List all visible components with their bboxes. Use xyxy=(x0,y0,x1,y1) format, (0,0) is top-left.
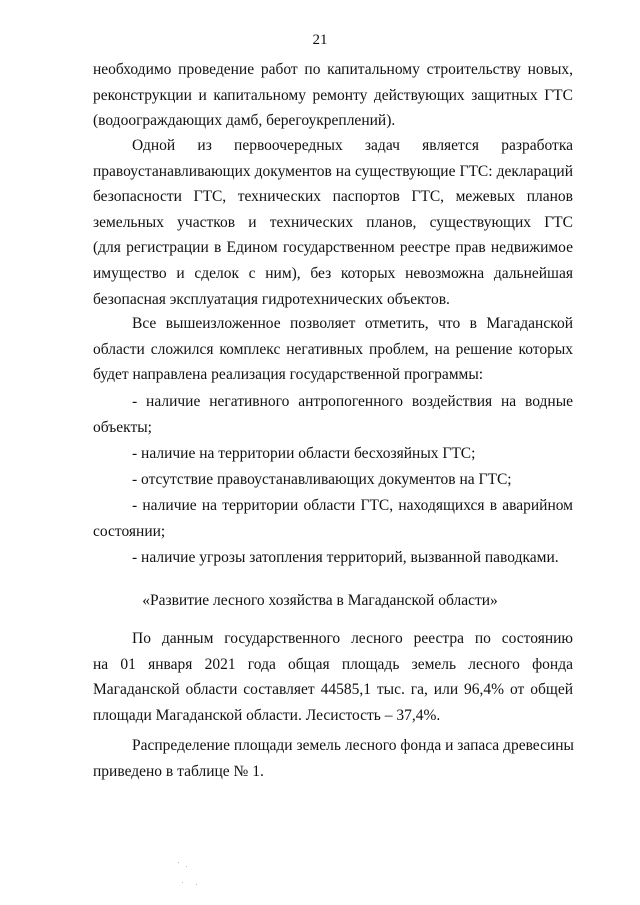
text-line: Одной из первоочередных задач является разработка xyxy=(132,137,573,154)
text-line: земельных участков и технических планов, существующих ГТС xyxy=(93,213,573,231)
page-number: 21 xyxy=(312,32,328,48)
text-line: Все вышеизложенное позволяет отметить, что в Магаданской xyxy=(132,315,573,332)
paragraph-forest-table-ref xyxy=(93,733,573,784)
paragraph-documents xyxy=(93,133,573,312)
list-item xyxy=(93,467,573,493)
text-line: Магаданской области составляет 44585,1 тыс. га, или 96,4% от общей xyxy=(93,681,573,699)
list-item xyxy=(93,545,573,571)
text-line: необходимо проведение работ по капитальному строительству новых, xyxy=(93,61,573,78)
text-line: состоянии; xyxy=(93,522,166,540)
text-line: имущество и сделок с ним), без которых невозможна дальнейшая xyxy=(93,264,573,282)
text-line: безопасности ГТС, технических паспортов ГТС, межевых планов xyxy=(93,188,573,206)
text-line: правоустанавливающих документов на существующие ГТС: деклараций xyxy=(93,162,573,180)
text-line: площади Магаданской области. Лесистость – 37,4%. xyxy=(93,706,441,724)
list-item xyxy=(93,493,573,544)
paragraph-continuation xyxy=(93,57,573,134)
text-line: приведено в таблице № 1. xyxy=(93,762,264,780)
list-item xyxy=(93,441,573,467)
text-line: - отсутствие правоустанавливающих документов на ГТС; xyxy=(132,471,512,488)
paragraph-problems xyxy=(93,311,573,388)
text-line: По данным государственного лесного реестра по состоянию xyxy=(132,630,573,647)
text-line: - наличие угрозы затопления территорий, вызванной паводками. xyxy=(132,549,559,566)
text-line: объекты; xyxy=(93,418,152,436)
text-line: - наличие на территории области бесхозяйных ГТС; xyxy=(132,445,476,462)
scan-speck xyxy=(178,862,179,863)
text-line: (водоограждающих дамб, берегоукреплений). xyxy=(93,112,396,130)
section-heading: «Развитие лесного хозяйства в Магаданской области» xyxy=(142,592,498,609)
text-line: - наличие на территории области ГТС, находящихся в аварийном xyxy=(132,497,573,514)
text-line: - наличие негативного антропогенного воздействия на водные xyxy=(132,393,573,410)
list-item xyxy=(93,389,573,440)
scan-speck xyxy=(182,882,183,883)
text-line: Распределение площади земель лесного фонда и запаса древесины xyxy=(132,737,574,754)
text-line: безопасная эксплуатация гидротехнических объектов. xyxy=(93,290,450,308)
text-line: области сложился комплекс негативных проблем, на решение которых xyxy=(93,340,573,358)
paragraph-forest-registry xyxy=(93,626,573,728)
text-line: реконструкции и капитальному ремонту действующих защитных ГТС xyxy=(93,86,573,104)
scan-speck xyxy=(196,884,197,885)
scan-speck xyxy=(186,866,187,867)
text-line: (для регистрации в Едином государственном реестре прав недвижимое xyxy=(93,239,573,257)
text-line: на 01 января 2021 года общая площадь земель лесного фонда xyxy=(93,655,573,673)
text-line: будет направлена реализация государственной программы: xyxy=(93,366,484,384)
